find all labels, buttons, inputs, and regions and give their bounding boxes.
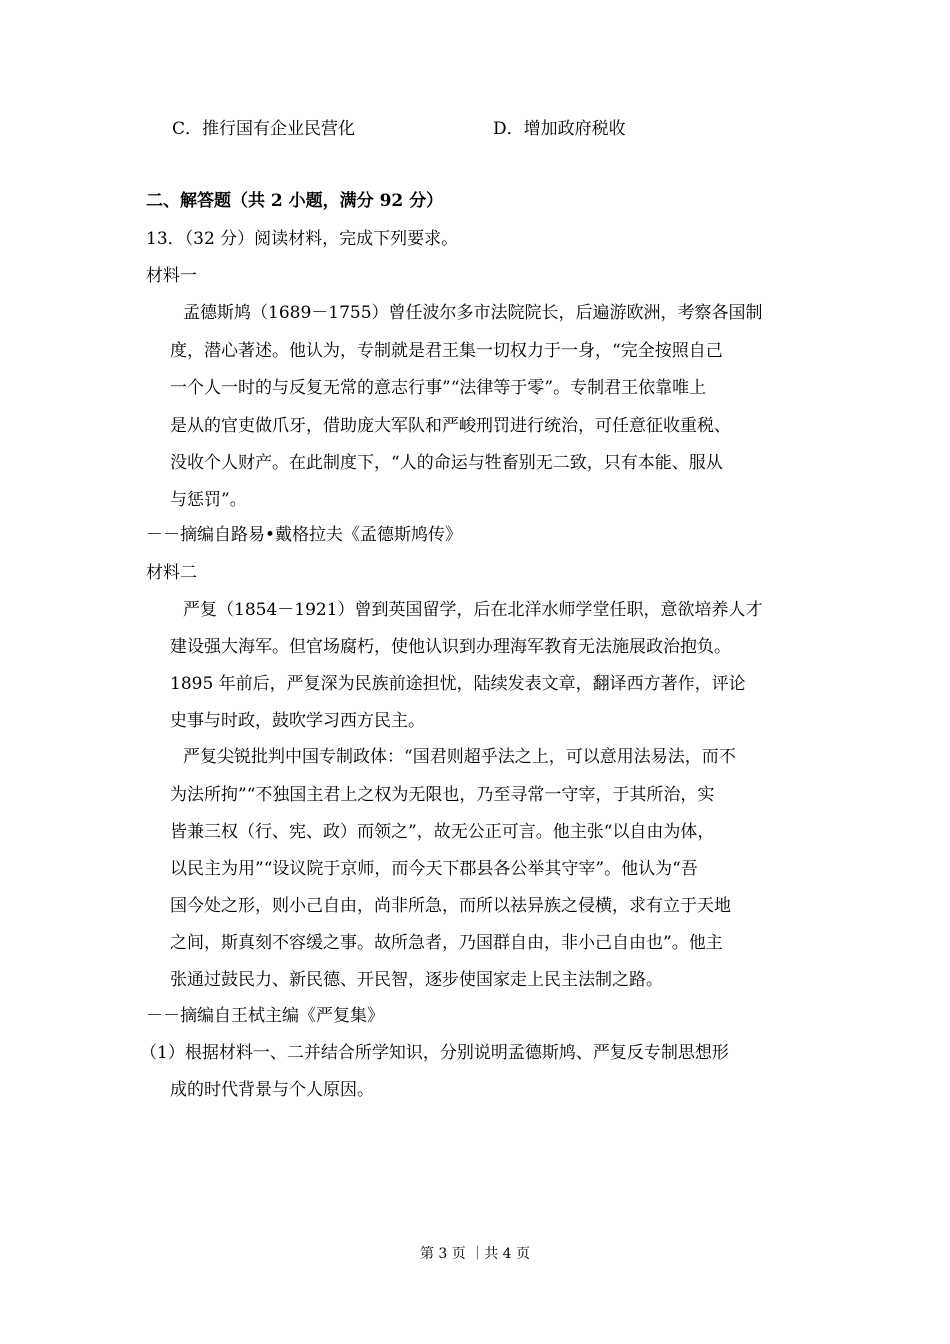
material-1-line: 是从的官吏做爪牙，借助庞大军队和严峻刑罚进行统治，可任意征收重税、 [170,416,731,436]
page-footer: 第 3 页 ｜共 4 页 [419,1246,531,1262]
material-1-source: －－摘编自路易•戴格拉夫《孟德斯鸠传》 [146,525,463,545]
section-heading: 二、解答题（共 2 小题，满分 92 分） [146,191,444,211]
material-2-label: 材料二 [146,563,197,583]
material-2-line: 史事与时政，鼓吹学习西方民主。 [170,711,425,731]
material-2-line: 之间，斯真刻不容缓之事。故所急者，乃国群自由，非小己自由也”。他主 [170,933,723,953]
material-2-line: 1895 年前后，严复深为民族前途担忧，陆续发表文章，翻译西方著作，评论 [170,674,746,694]
material-1-line: 孟德斯鸠（1689－1755）曾任波尔多市法院院长，后遍游欧洲，考察各国制 [183,303,763,323]
question-13-stem: 13．（32 分）阅读材料，完成下列要求。 [146,229,459,249]
material-1-line: 与惩罚”。 [170,490,247,510]
option-c: C．推行国有企业民营化 [172,119,356,139]
material-2-line: 建设强大海军。但官场腐朽，使他认识到办理海军教育无法施展政治抱负。 [170,637,731,657]
material-2-line: 张通过鼓民力、新民德、开民智，逐步使国家走上民主法制之路。 [170,970,663,990]
material-1-line: 没收个人财产。在此制度下，“人的命运与牲畜别无二致，只有本能、服从 [170,453,723,473]
material-1-label: 材料一 [146,266,197,286]
material-2-line: 国今处之形，则小己自由，尚非所急，而所以祛异族之侵横，求有立于天地 [170,896,731,916]
material-1-line: 一个人一时的与反复无常的意志行事”“法律等于零”。专制君王依靠唯上 [170,378,707,398]
material-2-line: 严复（1854－1921）曾到英国留学，后在北洋水师学堂任职，意欲培养人才 [183,600,763,620]
material-2-line: 为法所拘”“不独国主君上之权为无限也，乃至寻常一守宰，于其所治，实 [170,785,715,805]
subquestion-1: （1）根据材料一、二并结合所学知识，分别说明孟德斯鸠、严复反专制思想形 [140,1043,729,1063]
material-2-line: 严复尖锐批判中国专制政体：“国君则超乎法之上，可以意用法易法，而不 [183,747,736,767]
material-2-line: 以民主为用”“设议院于京师，而今天下郡县各公举其守宰”。他认为“吾 [170,859,698,879]
material-2-line: 皆兼三权（行、宪、政）而领之”，故无公正可言。他主张“以自由为体， [170,822,715,842]
material-1-line: 度，潜心著述。他认为，专制就是君王集一切权力于一身，“完全按照自己 [170,341,723,361]
subquestion-1-cont: 成的时代背景与个人原因。 [170,1080,374,1100]
option-d: D．增加政府税收 [493,119,626,139]
material-2-source: －－摘编自王栻主编《严复集》 [146,1006,384,1026]
